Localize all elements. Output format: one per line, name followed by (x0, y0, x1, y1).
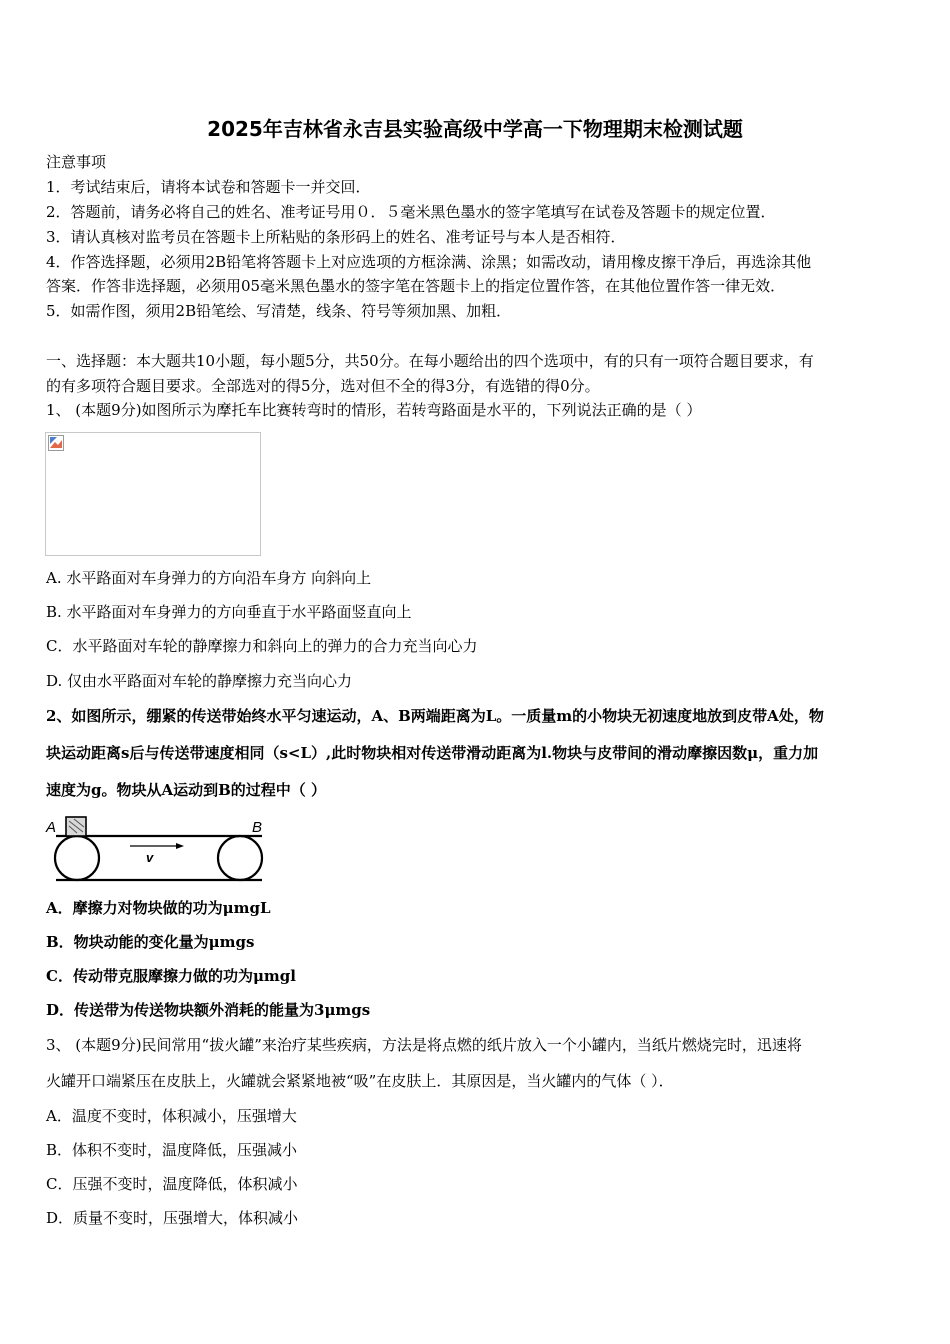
q2-option-b: B．物块动能的变化量为μmgs (46, 933, 255, 951)
q2-option-c: C．传动带克服摩擦力做的功为μmgl (46, 967, 296, 985)
question-2-stem-cont: 块运动距离s后与传送带速度相同（s<L）,此时物块相对传送带滑动距离为l.物块与皮带间的滑动摩擦因数μ，重力加 (46, 744, 819, 762)
label-a: A (46, 819, 57, 836)
label-b: B (252, 819, 263, 836)
q1-figure-placeholder (45, 432, 261, 556)
notice-item: 答案．作答非选择题，必须用05毫米黑色墨水的签字笔在答题卡上的指定位置作答，在其他位置作答一律无效． (46, 277, 786, 295)
question-3-stem-cont: 火罐开口端紧压在皮肤上，火罐就会紧紧地被“吸”在皮肤上．其原因是，当火罐内的气体（ ）． (46, 1072, 674, 1090)
notice-item: 3．请认真核对监考员在答题卡上所粘贴的条形码上的姓名、准考证号与本人是否相符． (46, 228, 626, 246)
notice-heading: 注意事项 (46, 153, 107, 171)
q1-option-d: D. 仅由水平路面对车轮的静摩擦力充当向心力 (46, 672, 353, 690)
q2-option-d: D．传送带为传送物块额外消耗的能量为3μmgs (46, 1001, 371, 1019)
question-3-stem: 3、 (本题9分)民间常用“拔火罐”来治疗某些疾病，方法是将点燃的纸片放入一个小罐内，当纸片燃烧完时，迅速将 (46, 1036, 802, 1054)
notice-item: 4．作答选择题，必须用2B铅笔将答题卡上对应选项的方框涂满、涂黑；如需改动，请用橡皮擦干净后，再选涂其他 (46, 253, 812, 271)
question-2-stem-cont: 速度为g。物块从A运动到B的过程中（ ） (46, 781, 327, 799)
page-title: 2025年吉林省永吉县实验高级中学高一下物理期末检测试题 (207, 117, 743, 141)
notice-item: 1．考试结束后，请将本试卷和答题卡一并交回． (46, 178, 371, 196)
question-1-stem: 1、 (本题9分)如图所示为摩托车比赛转弯时的情形，若转弯路面是水平的，下列说法正确的是（ ） (46, 401, 702, 419)
broken-image-icon (48, 435, 64, 451)
q1-option-c: C．水平路面对车轮的静摩擦力和斜向上的弹力的合力充当向心力 (46, 637, 478, 655)
section-heading: 一、选择题：本大题共10小题，每小题5分，共50分。在每小题给出的四个选项中，有的只有一项符合题目要求，有 (46, 352, 814, 370)
notice-item: 2．答题前，请务必将自己的姓名、准考证号用０．５毫米黑色墨水的签字笔填写在试卷及答题卡的规定位置． (46, 203, 776, 221)
section-heading-cont: 的有多项符合题目要求。全部选对的得5分，选对但不全的得3分，有选错的得0分。 (46, 377, 600, 395)
q1-option-a: A. 水平路面对车身弹力的方向沿车身方 向斜向上 (46, 569, 372, 587)
label-v: v (146, 850, 154, 865)
q1-option-b: B. 水平路面对车身弹力的方向垂直于水平路面竖直向上 (46, 603, 412, 621)
question-2-stem: 2、如图所示，绷紧的传送带始终水平匀速运动，A、B两端距离为L。一质量m的小物块无初速度地放到皮带A处，物 (46, 707, 824, 725)
notice-item: 5．如需作图，须用2B铅笔绘、写清楚，线条、符号等须加黑、加粗． (46, 302, 512, 320)
q3-option-b: B．体积不变时，温度降低，压强减小 (46, 1141, 298, 1159)
q3-option-d: D．质量不变时，压强增大，体积减小 (46, 1209, 299, 1227)
conveyor-belt-figure (44, 814, 268, 884)
q3-option-c: C．压强不变时，温度降低，体积减小 (46, 1175, 298, 1193)
q3-option-a: A．温度不变时，体积减小，压强增大 (46, 1107, 297, 1125)
q2-option-a: A．摩擦力对物块做的功为μmgL (46, 899, 271, 917)
